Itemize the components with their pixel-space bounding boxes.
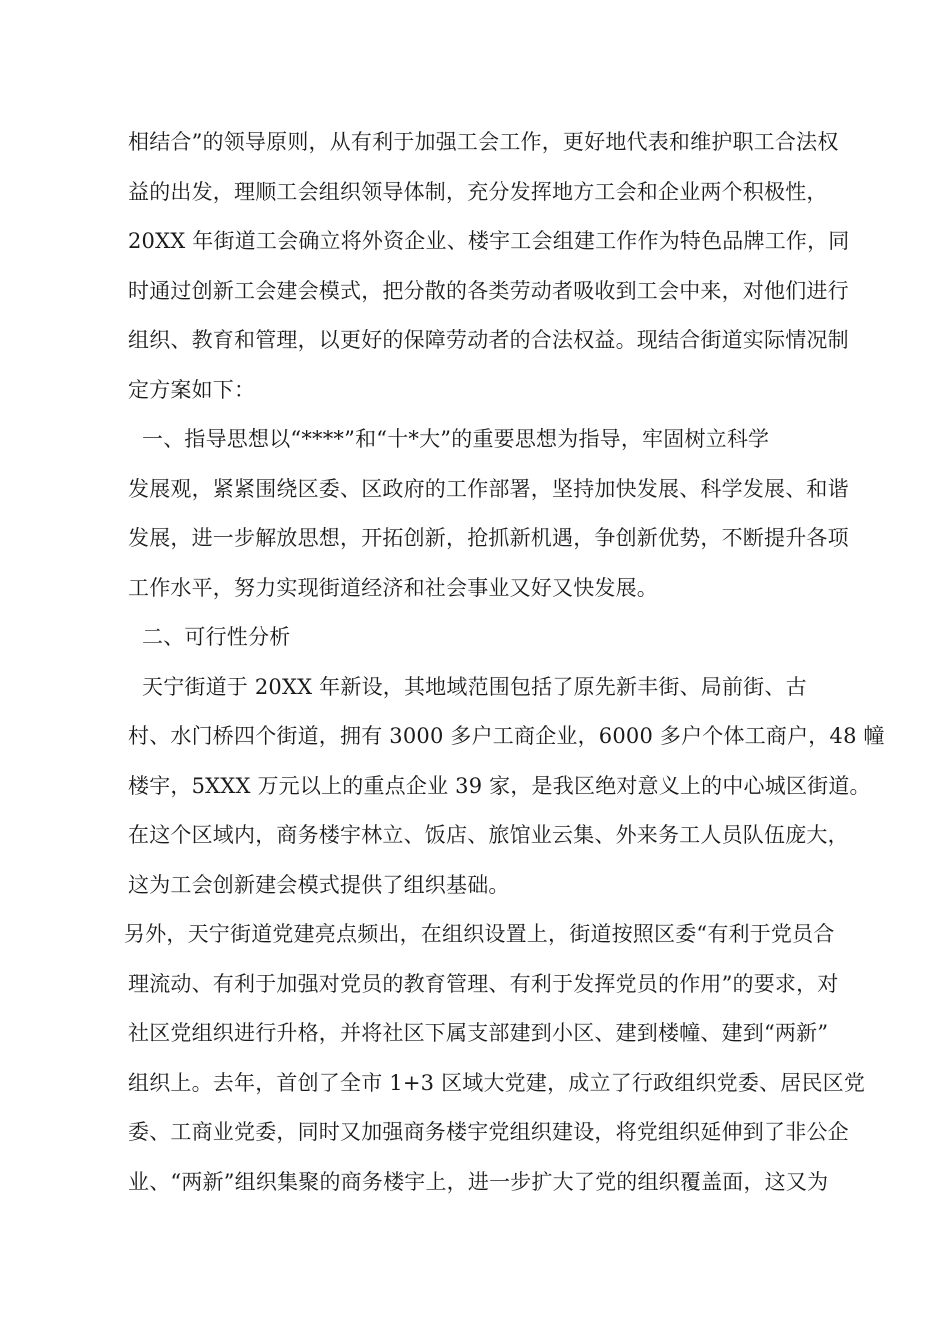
text-line: 另外，天宁街道党建亮点频出，在组织设置上，街道按照区委“有利于党员合 [124, 922, 835, 946]
text-line: 这为工会创新建会模式提供了组织基础。 [128, 872, 510, 897]
text-line: 工作水平，努力实现街道经济和社会事业又好又快发展。 [128, 575, 658, 600]
text-line: 20XX 年街道工会确立将外资企业、楼宇工会组建工作作为特色品牌工作，同 [128, 229, 850, 253]
text-line: 发展，进一步解放思想，开拓创新，抢抓新机遇，争创新优势，不断提升各项 [128, 526, 849, 550]
text-line: 村、水门桥四个街道，拥有 3000 多户工商企业，6000 多户个体工商户，48 幢 [128, 724, 885, 748]
text-line: 时通过创新工会建会模式，把分散的各类劳动者吸收到工会中来，对他们进行 [128, 278, 849, 303]
text-line: 益的出发，理顺工会组织领导体制，充分发挥地方工会和企业两个积极性， [128, 179, 828, 204]
text-line: 相结合”的领导原则，从有利于加强工会工作，更好地代表和维护职工合法权 [128, 130, 839, 154]
text-line: 业、“两新”组织集聚的商务楼宇上，进一步扩大了党的组织覆盖面，这又为 [128, 1169, 829, 1194]
text-line: 天宁街道于 20XX 年新设，其地域范围包括了原先新丰街、局前街、古 [142, 674, 807, 699]
text-line: 社区党组织进行升格，并将社区下属支部建到小区、建到楼幢、建到“两新” [128, 1021, 829, 1045]
text-line: 组织上。去年，首创了全市 1+3 区域大党建，成立了行政组织党委、居民区党 [128, 1070, 866, 1095]
section-heading-guiding-ideology: 一、指导思想以“****”和“十*大”的重要思想为指导，牢固树立科学 [142, 427, 770, 451]
document-body [124, 118, 885, 1207]
text-line: 委、工商业党委，同时又加强商务楼宇党组织建设，将党组织延伸到了非公企 [128, 1120, 849, 1144]
section-heading-feasibility-analysis: 二、可行性分析 [142, 625, 291, 649]
text-line: 组织、教育和管理，以更好的保障劳动者的合法权益。现结合街道实际情况制 [128, 328, 849, 352]
text-line: 定方案如下： [128, 377, 256, 402]
text-line: 楼宇，5XXX 万元以上的重点企业 39 家，是我区绝对意义上的中心城区街道。 [128, 773, 871, 798]
text-line: 在这个区域内，商务楼宇林立、饭店、旅馆业云集、外来务工人员队伍庞大， [128, 823, 849, 847]
text-line: 理流动、有利于加强对党员的教育管理、有利于发挥党员的作用”的要求，对 [128, 971, 839, 996]
text-line: 发展观，紧紧围绕区委、区政府的工作部署，坚持加快发展、科学发展、和谐 [128, 476, 849, 501]
